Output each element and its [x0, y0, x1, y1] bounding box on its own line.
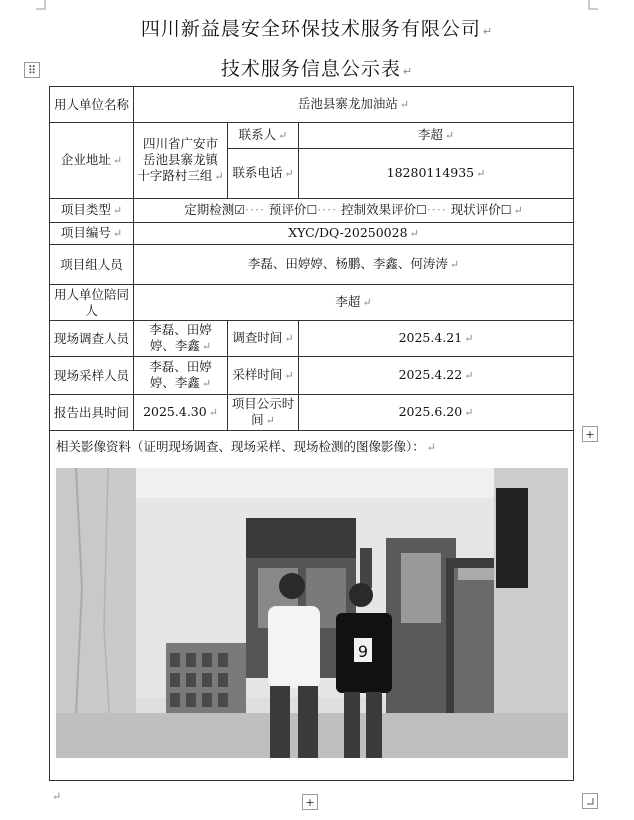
survey-time-value[interactable]: 2025.4.21 ↵ — [299, 321, 574, 357]
address-label: 企业地址 ↵ — [50, 123, 134, 199]
survey-time-label: 调查时间 ↵ — [228, 321, 299, 357]
photo-cell — [50, 431, 574, 781]
document-title: 技术服务信息公示表 ↵ — [220, 58, 414, 80]
sampling-staff-value[interactable]: 李磊、田婷婷、李鑫 ↵ — [134, 357, 228, 395]
report-time-label: 报告出具时间 — [50, 395, 134, 431]
escort-value[interactable]: 李超 ↵ — [134, 285, 574, 321]
client-label: 用人单位名称 — [50, 87, 134, 123]
checkbox-empty-icon[interactable]: ☐ — [416, 203, 427, 217]
type-option-control-effect[interactable]: 控制效果评价☐ — [341, 202, 427, 217]
table-resize-handle[interactable] — [582, 793, 598, 809]
publish-time-value[interactable]: 2025.6.20 ↵ — [299, 395, 574, 431]
type-options: 定期检测☑···· 预评价☐···· 控制效果评价☐···· 现状评价☐ ↵ — [134, 199, 574, 223]
phone-label: 联系电话 ↵ — [228, 149, 299, 199]
client-value[interactable]: 岳池县寨龙加油站 ↵ — [134, 87, 574, 123]
add-column-button[interactable]: + — [582, 426, 598, 442]
team-label: 项目组人员 — [50, 245, 134, 285]
number-label: 项目编号 ↵ — [50, 223, 134, 245]
survey-staff-label: 现场调查人员 — [50, 321, 134, 357]
svg-text:9: 9 — [357, 642, 369, 661]
checkbox-empty-icon[interactable]: ☐ — [306, 203, 318, 217]
type-label: 项目类型 ↵ — [50, 199, 134, 223]
contact-value[interactable]: 李超 ↵ — [299, 123, 574, 149]
sampling-staff-label: 现场采样人员 — [50, 357, 134, 395]
escort-label: 用人单位陪同人 — [50, 285, 134, 321]
publish-time-label: 项目公示时间 ↵ — [228, 395, 299, 431]
team-value[interactable]: 李磊、田婷婷、杨鹏、李鑫、何涛涛 ↵ — [134, 245, 574, 285]
margin-corner-mark-top-left — [36, 0, 46, 10]
phone-value[interactable]: 18280114935 ↵ — [299, 149, 574, 199]
checkbox-empty-icon[interactable]: ☐ — [500, 203, 512, 217]
site-photo-image — [56, 468, 568, 758]
margin-corner-mark-top-right — [588, 0, 598, 10]
sampling-time-label: 采样时间 ↵ — [228, 357, 299, 395]
info-table — [49, 86, 574, 781]
type-option-periodic[interactable]: 定期检测☑ — [184, 202, 246, 217]
report-time-value[interactable]: 2025.4.30 ↵ — [134, 395, 228, 431]
table-move-handle[interactable]: ⠿ — [24, 62, 40, 78]
site-photo[interactable] — [56, 468, 568, 758]
resize-corner-icon — [583, 794, 597, 808]
add-row-button[interactable]: + — [302, 794, 318, 810]
sampling-time-value[interactable]: 2025.4.22 ↵ — [299, 357, 574, 395]
end-paragraph-mark: ↵ — [52, 790, 62, 803]
address-value[interactable]: 四川省广安市岳池县寨龙镇十字路村三组 ↵ — [134, 123, 228, 199]
number-value[interactable]: XYC/DQ-20250028 ↵ — [134, 223, 574, 245]
checkbox-checked-icon[interactable]: ☑ — [234, 203, 246, 217]
type-option-status-evaluation[interactable]: 现状评价☐ — [450, 202, 512, 217]
photo-caption: 相关影像资料（证明现场调查、现场采样、现场检测的图像影像）： ↵ — [56, 439, 436, 454]
survey-staff-value[interactable]: 李磊、田婷婷、李鑫 ↵ — [134, 321, 228, 357]
type-option-pre-evaluation[interactable]: 预评价☐ — [268, 202, 318, 217]
contact-label: 联系人 ↵ — [228, 123, 299, 149]
company-title: 四川新益晨安全环保技术服务有限公司 ↵ — [140, 18, 494, 40]
